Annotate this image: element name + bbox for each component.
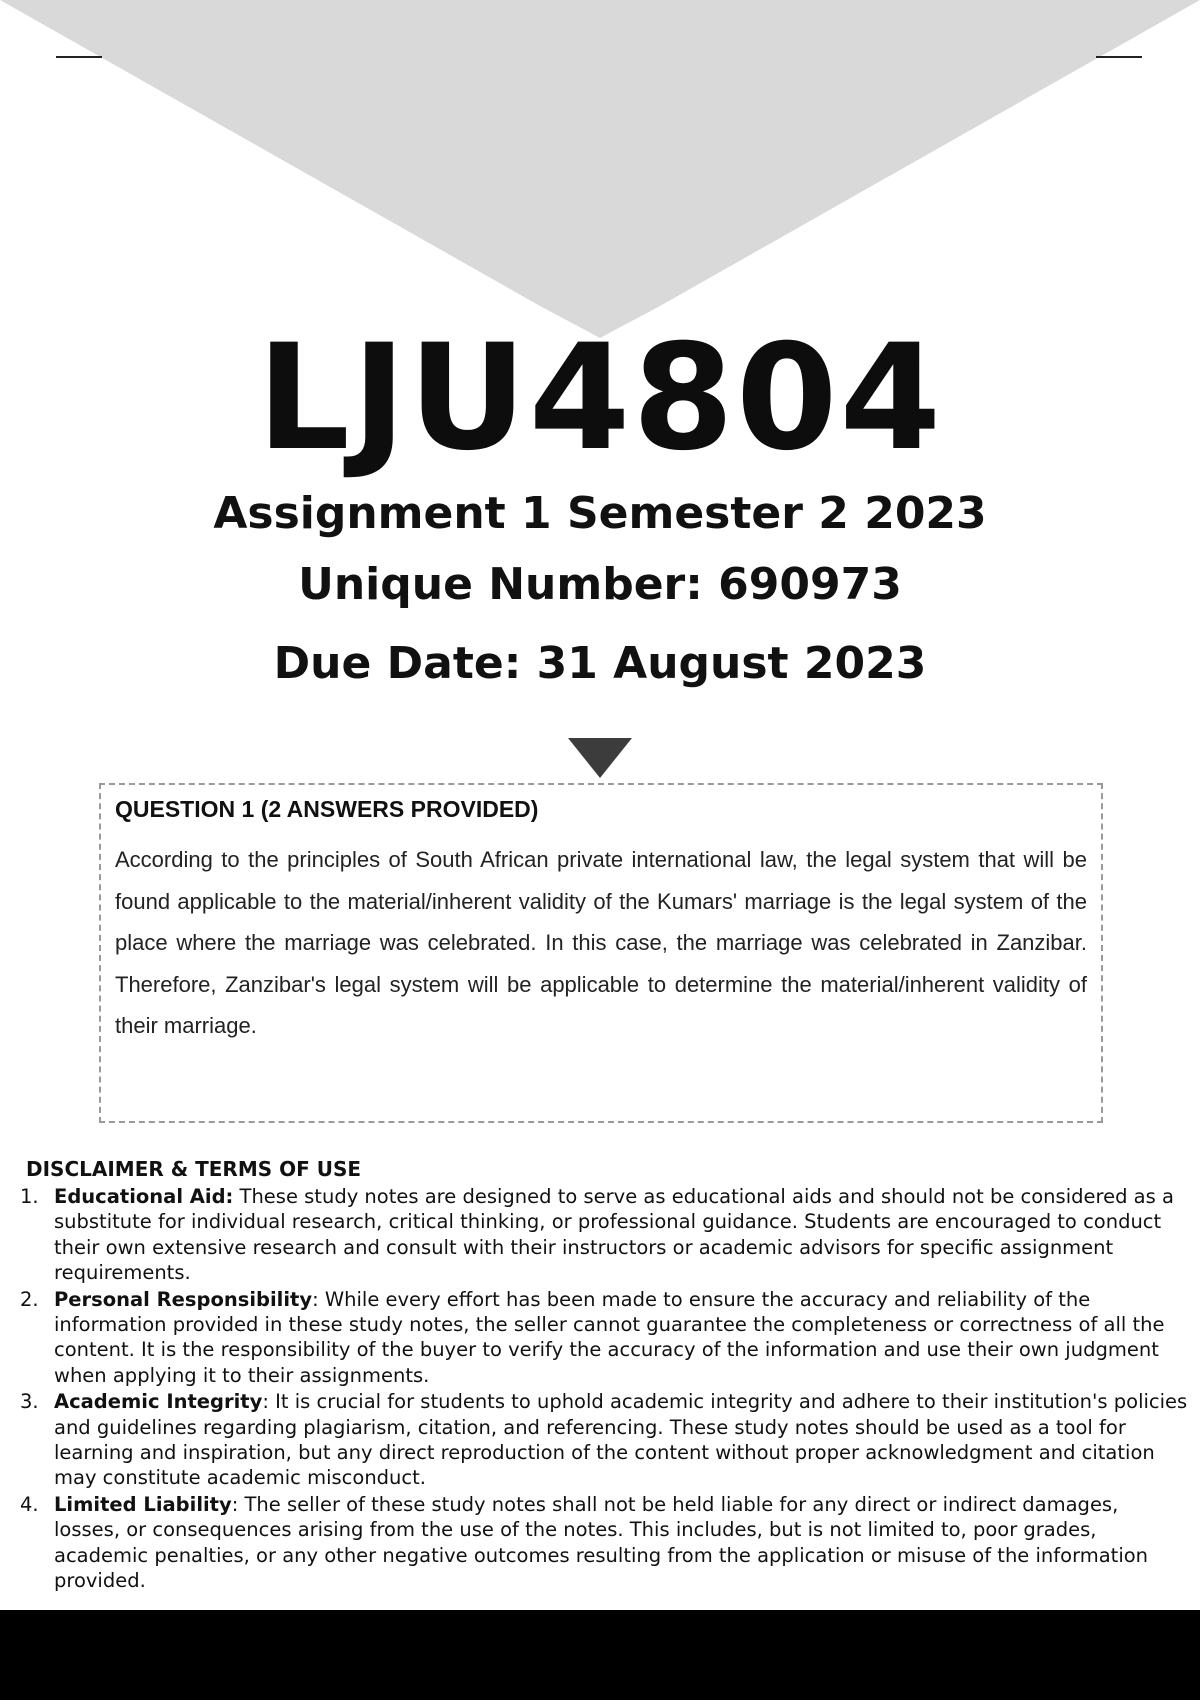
- list-number: 1.: [20, 1185, 39, 1208]
- due-date-subtitle: Due Date: 31 August 2023: [273, 638, 927, 689]
- disclaimer-term: Educational Aid:: [54, 1185, 234, 1208]
- question-heading: QUESTION 1 (2 ANSWERS PROVIDED): [115, 796, 539, 822]
- list-number: 3.: [20, 1390, 39, 1414]
- disclaimer-text: These study notes are designed to serve as educational aids and should not be considered as a substitute for individual research, critical thinking, or professional guidance. Students are encouraged to conduct their own extensive research and consult with their instructors or academic advisors for specific assignment requirements.: [54, 1185, 1174, 1285]
- disclaimer-text: : It is crucial for students to uphold academic integrity and adhere to their institution's policies and guidelines regarding plagiarism, citation, and referencing. These study notes should be used as a tool for learning and inspiration, but any direct reproduction of the content without proper acknowledgment and citation may constitute academic misconduct.: [54, 1390, 1188, 1490]
- disclaimer-term: Limited Liability: [54, 1492, 232, 1516]
- course-code-title: LJU4804: [256, 313, 944, 483]
- disclaimer-item-educational-aid: [16, 1184, 1188, 1286]
- assignment-subtitle: Assignment 1 Semester 2 2023: [213, 488, 987, 539]
- banner-chevron-shape: [0, 0, 1200, 338]
- answer-box: [99, 783, 1103, 1123]
- footer-bar: [0, 1610, 1200, 1700]
- disclaimer-title: DISCLAIMER & TERMS OF USE: [26, 1157, 362, 1181]
- question-answer-text: According to the principles of South African private international law, the legal system that will be found applicable to the material/inherent validity of the Kumars' marriage is the legal system of the place where the marriage was celebrated. In this case, the marriage was celebrated in Zanzibar. Therefore, Zanzibar's legal system will be applicable to determine the material/inherent validity of their marriage.: [115, 847, 1087, 1038]
- down-triangle-icon: [568, 738, 632, 778]
- disclaimer-text: : While every effort has been made to ensure the accuracy and reliability of the information provided in these study notes, the seller cannot guarantee the completeness or correctness of all the content. It is the responsibility of the buyer to verify the accuracy of the information and use their own judgment when applying it to their assignments.: [54, 1287, 1165, 1387]
- left-corner-rule: [56, 56, 102, 58]
- disclaimer-item-personal-responsibility: [16, 1287, 1188, 1389]
- disclaimer-text: : The seller of these study notes shall not be held liable for any direct or indirect damages, losses, or consequences arising from the use of the notes. This includes, but is not limited to, poor grades, academic penalties, or any other negative outcomes resulting from the application or misuse of the information provided.: [54, 1492, 1149, 1593]
- disclaimer-term: Personal Responsibility: [54, 1287, 313, 1311]
- right-corner-rule: [1096, 56, 1142, 58]
- unique-number-subtitle: Unique Number: 690973: [298, 559, 902, 610]
- list-number: 2.: [20, 1287, 39, 1311]
- list-number: 4.: [20, 1492, 39, 1516]
- disclaimer-term: Academic Integrity: [54, 1390, 263, 1414]
- disclaimer-item-academic-integrity: [16, 1389, 1188, 1491]
- disclaimer-section: [16, 1156, 1188, 1595]
- disclaimer-item-limited-liability: [16, 1492, 1188, 1594]
- disclaimer-list: [16, 1184, 1188, 1594]
